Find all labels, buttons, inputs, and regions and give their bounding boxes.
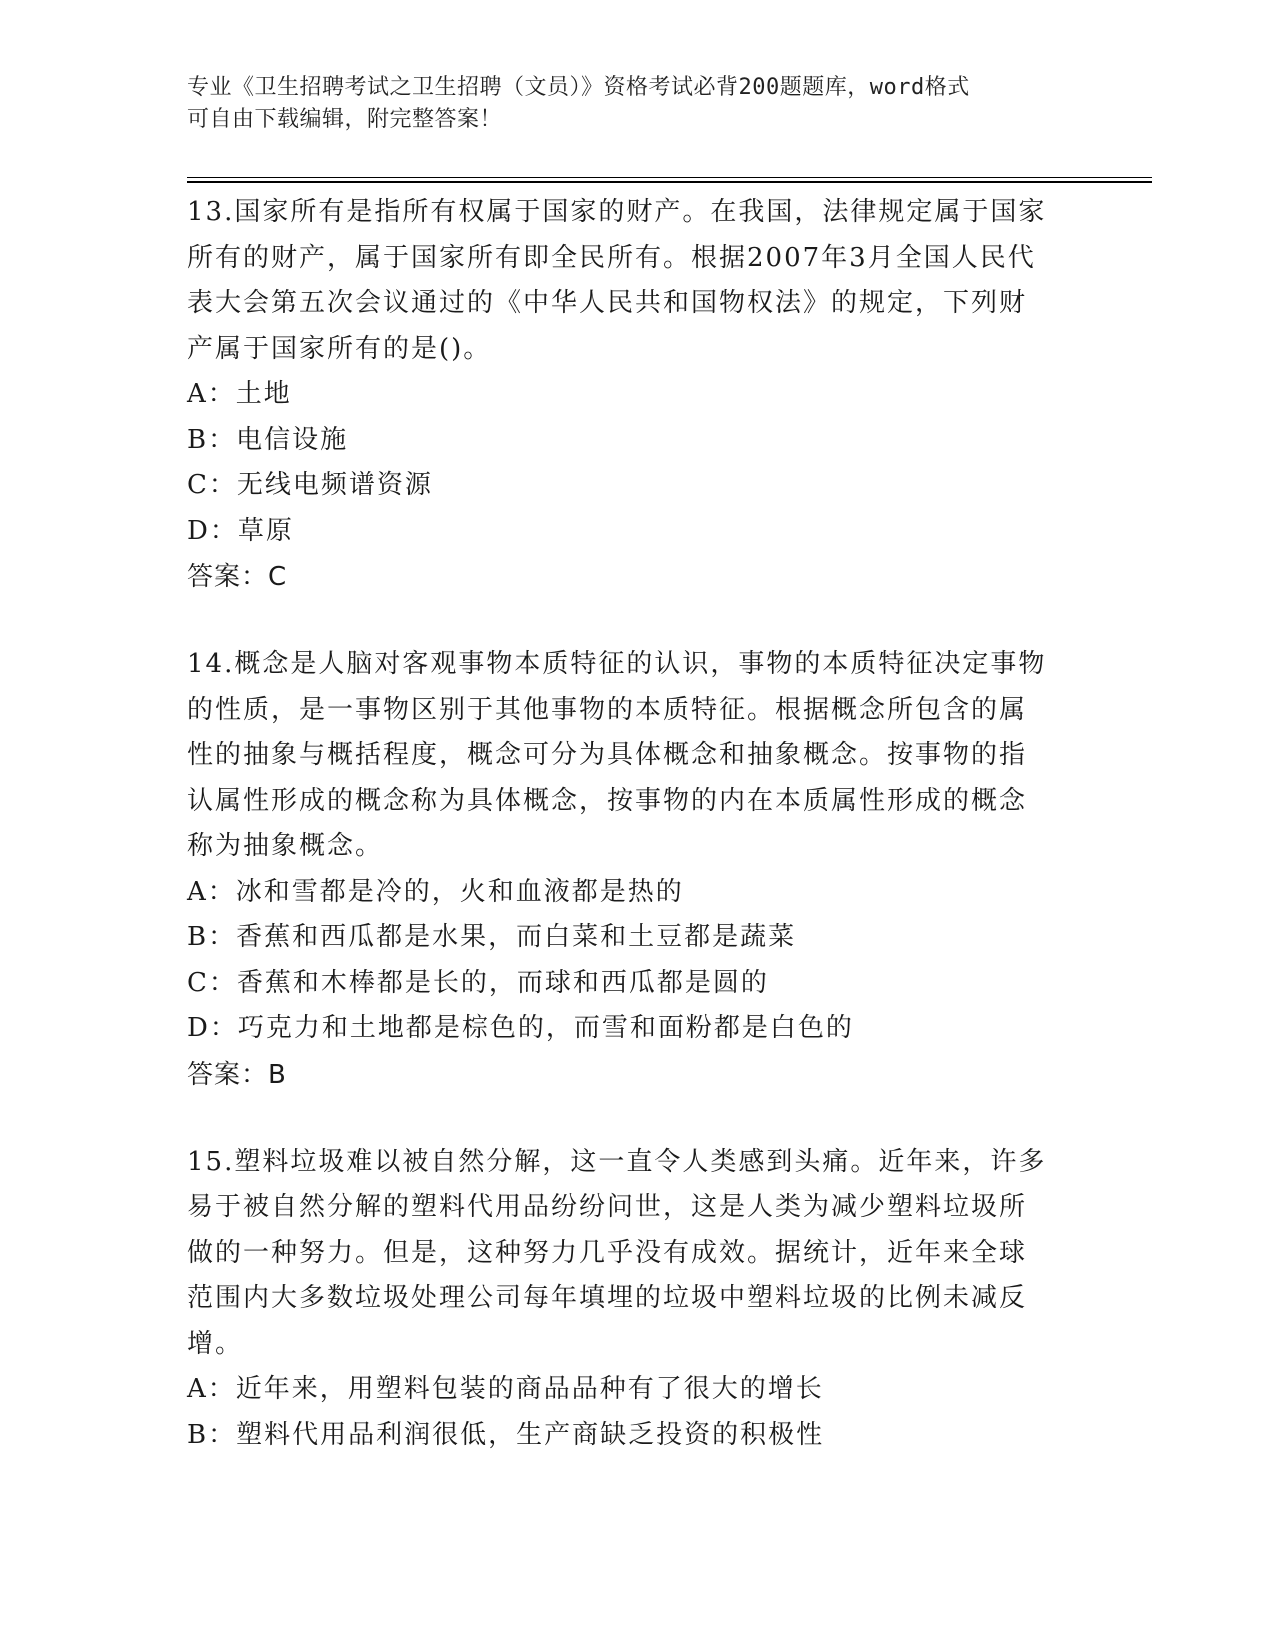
option-c: C：香蕉和木棒都是长的，而球和西瓜都是圆的 [187, 967, 769, 998]
question-13 [187, 190, 1087, 600]
question-stem-line: 性的抽象与概括程度，概念可分为具体概念和抽象概念。按事物的指 [187, 740, 1028, 770]
option-b: B：塑料代用品利润很低，生产商缺乏投资的积极性 [187, 1419, 825, 1450]
option-b: B：香蕉和西瓜都是水果，而白菜和土豆都是蔬菜 [187, 922, 797, 952]
question-stem-line: 范围内大多数垃圾处理公司每年填埋的垃圾中塑料垃圾的比例未减反 [187, 1283, 1028, 1313]
option-a: A：近年来，用塑料包装的商品品种有了很大的增长 [187, 1374, 824, 1404]
option-a: A：土地 [187, 379, 292, 409]
question-stem-line: 14.概念是人脑对客观事物本质特征的认识，事物的本质特征决定事物 [187, 649, 1047, 679]
option-d: D：草原 [187, 515, 294, 546]
question-stem-line: 表大会第五次会议通过的《中华人民共和国物权法》的规定，下列财 [187, 288, 1028, 318]
question-stem-line: 产属于国家所有的是()。 [187, 333, 492, 364]
option-c: C：无线电频谱资源 [187, 470, 433, 500]
question-stem-line: 所有的财产，属于国家所有即全民所有。根据2007年3月全国人民代 [187, 242, 1036, 273]
question-stem-line: 13.国家所有是指所有权属于国家的财产。在我国，法律规定属于国家 [187, 197, 1047, 227]
question-list [187, 190, 1087, 1458]
header-divider-thin [187, 177, 1152, 178]
header-line-1: 专业《卫生招聘考试之卫生招聘（文员）》资格考试必背200题题库，word格式 [187, 75, 970, 100]
question-stem-line: 称为抽象概念。 [187, 831, 384, 861]
question-stem-line: 认属性形成的概念称为具体概念，按事物的内在本质属性形成的概念 [187, 785, 1028, 816]
answer-label: 答案：C [187, 562, 288, 592]
document-header [187, 72, 1087, 136]
question-stem-line: 易于被自然分解的塑料代用品纷纷问世，这是人类为减少塑料垃圾所 [187, 1192, 1028, 1222]
question-spacer [187, 1098, 1087, 1140]
option-b: B：电信设施 [187, 424, 349, 455]
question-stem-line: 15.塑料垃圾难以被自然分解，这一直令人类感到头痛。近年来，许多 [187, 1146, 1047, 1177]
option-d: D：巧克力和土地都是棕色的，而雪和面粉都是白色的 [187, 1013, 854, 1043]
question-spacer [187, 600, 1087, 642]
question-stem-line: 的性质，是一事物区别于其他事物的本质特征。根据概念所包含的属 [187, 694, 1028, 725]
header-divider-thick [187, 181, 1152, 183]
option-a: A：冰和雪都是冷的，火和血液都是热的 [187, 876, 684, 907]
answer-label: 答案：B [187, 1059, 287, 1090]
question-stem-line: 增。 [187, 1328, 244, 1359]
question-15 [187, 1140, 1087, 1459]
header-line-2: 可自由下载编辑，附完整答案！ [187, 107, 503, 132]
question-stem-line: 做的一种努力。但是，这种努力几乎没有成效。据统计，近年来全球 [187, 1237, 1028, 1268]
question-14 [187, 642, 1087, 1098]
